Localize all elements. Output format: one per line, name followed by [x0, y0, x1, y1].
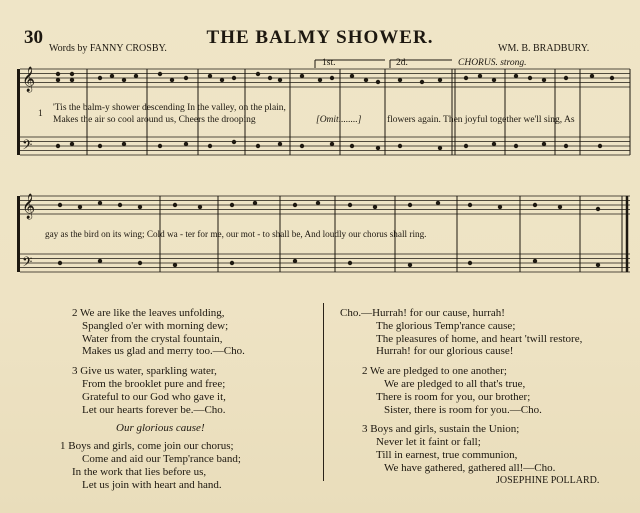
verse-line: Water from the crystal fountain, [82, 332, 223, 345]
verse-line: Sister, there is room for you.—Cho. [384, 403, 542, 416]
verse-line: Let us join with heart and hand. [82, 478, 222, 491]
song-title: THE BALMY SHOWER. [206, 27, 434, 48]
lyric-line-2b: flowers again. Then joyful together we'll sing, As [387, 115, 575, 125]
lyric-line-1: 'Tis the balm-y shower descending In the valley, on the plain, [53, 103, 286, 113]
svg-text:𝄞: 𝄞 [22, 194, 36, 219]
verse-line: There is room for you, our brother; [376, 390, 531, 403]
verse-line: Spangled o'er with morning dew; [82, 319, 229, 332]
verse-line: From the brooklet pure and free; [82, 377, 226, 390]
verse-number: 1 [38, 109, 43, 119]
verse-line: We have gathered, gathered all!—Cho. [384, 461, 556, 474]
chorus-line: The pleasures of home, and heart 'twill restore, [376, 332, 583, 345]
svg-text:𝄞: 𝄞 [22, 67, 36, 92]
chorus-line: Hurrah! for our glorious cause! [376, 345, 514, 358]
verses-left [60, 307, 245, 491]
verse-line: 2 We are pledged to one another; [362, 365, 507, 378]
verse-line: Come and aid our Temp'rance band; [82, 452, 241, 465]
verse-line: Till in earnest, true communion, [376, 448, 518, 461]
page-number: 30 [24, 27, 43, 48]
omit-text: [Omit........] [316, 115, 362, 125]
column-divider [323, 303, 324, 481]
chorus-label: CHORUS. strong. [458, 58, 527, 68]
signature: JOSEPHINE POLLARD. [496, 474, 600, 486]
verse-line: 3 Boys and girls, sustain the Union; [362, 423, 520, 436]
first-ending-label: 1st. [322, 58, 336, 68]
section-subtitle: Our glorious cause! [116, 422, 205, 435]
verse-line: Makes us glad and merry too.—Cho. [82, 345, 245, 358]
verse-line: Let our hearts forever be.—Cho. [82, 403, 226, 416]
chorus-line: The glorious Temp'rance cause; [376, 319, 516, 332]
verse-line: In the work that lies before us, [72, 465, 207, 478]
svg-text:𝄢: 𝄢 [22, 137, 33, 156]
verse-line: 3 Give us water, sparkling water, [72, 365, 217, 378]
lyric-line-2: Makes the air so cool around us, Cheers the drooping [53, 115, 256, 125]
lyric-line-3: gay as the bird on its wing; Cold wa - ter for me, our mot - to shall be, And loudly our chorus shall ring. [45, 229, 427, 239]
verse-line: Never let it faint or fall; [376, 436, 481, 449]
svg-text:𝄢: 𝄢 [22, 254, 33, 273]
words-credit: Words by FANNY CROSBY. [49, 43, 167, 54]
verse-line: 2 We are like the leaves unfolding, [72, 307, 225, 319]
verses-right [340, 307, 599, 487]
chorus-line: Cho.—Hurrah! for our cause, hurrah! [340, 307, 505, 319]
second-ending-label: 2d. [396, 58, 408, 68]
composer-credit: WM. B. BRADBURY. [498, 43, 590, 54]
verse-line: Grateful to our God who gave it, [82, 390, 226, 403]
verse-line: 1 Boys and girls, come join our chorus; [60, 440, 234, 453]
verse-line: We are pledged to all that's true, [384, 377, 526, 390]
